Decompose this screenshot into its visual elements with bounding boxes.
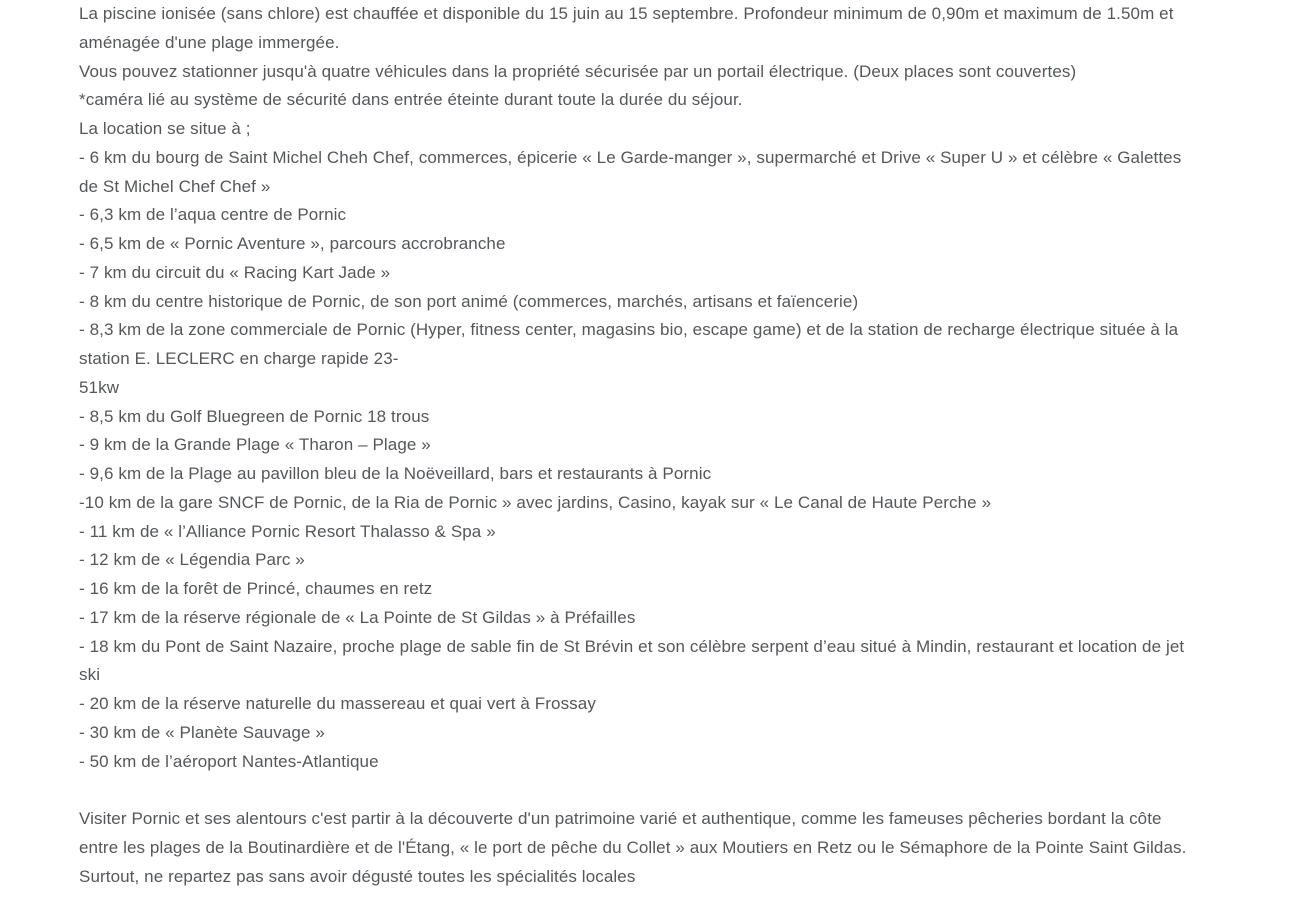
text-line: *caméra lié au système de sécurité dans entrée éteinte durant toute la durée du séjour. [79, 90, 743, 110]
text-line: -10 km de la gare SNCF de Pornic, de la Ria de Pornic » avec jardins, Casino, kayak sur « Le Canal de Haute Perche » [79, 492, 992, 512]
text-line: - 9 km de la Grande Plage « Tharon – Plage » [79, 435, 431, 455]
description-text-block [79, 0, 1205, 891]
blank-line [79, 776, 1205, 805]
text-line: - 11 km de « l’Alliance Pornic Resort Thalasso & Spa » [79, 521, 496, 541]
text-line: La location se situe à ; [79, 119, 251, 138]
text-line: Visiter Pornic et ses alentours c'est partir à la découverte d'un patrimoine varié et authentique, comme les fameuses pêcheries bordant la côte entre les plages de la Boutinardière et de l'Étang, « le port de pêche du Collet » aux Moutiers en Retz ou le Sémaphore de la Pointe Saint Gildas. Surtout, ne repartez pas sans avoir dégusté toutes les spécialités locales [79, 809, 1192, 886]
text-line: - 7 km du circuit du « Racing Kart Jade » [79, 262, 391, 282]
text-line: La piscine ionisée (sans chlore) est chauffée et disponible du 15 juin au 15 septembre. Profondeur minimum de 0,90m et maximum de 1.50m et aménagée d'une plage immergée. [79, 4, 1179, 52]
text-line: - 9,6 km de la Plage au pavillon bleu de la Noëveillard, bars et restaurants à Pornic [79, 464, 712, 483]
text-line: - 17 km de la réserve régionale de « La Pointe de St Gildas » à Préfailles [79, 607, 636, 627]
text-line: - 20 km de la réserve naturelle du massereau et quai vert à Frossay [79, 694, 596, 713]
text-line: - 8,3 km de la zone commerciale de Pornic (Hyper, fitness center, magasins bio, escape game) et de la station de recharge électrique située à la station E. LECLERC en charge rapide 23- [79, 320, 1184, 368]
text-line: - 6,5 km de « Pornic Aventure », parcours accrobranche [79, 234, 506, 253]
text-line: Vous pouvez stationner jusqu'à quatre véhicules dans la propriété sécurisée par un portail électrique. (Deux places sont couvertes) [79, 61, 1077, 81]
text-line: - 16 km de la forêt de Princé, chaumes en retz [79, 579, 433, 598]
text-line: - 8,5 km du Golf Bluegreen de Pornic 18 trous [79, 406, 430, 426]
text-line: - 8 km du centre historique de Pornic, de son port animé (commerces, marchés, artisans et faïencerie) [79, 291, 859, 311]
text-line: - 6,3 km de l’aqua centre de Pornic [79, 205, 347, 225]
text-line: - 18 km du Pont de Saint Nazaire, proche plage de sable fin de St Brévin et son célèbre serpent d’eau situé à Mindin, restaurant et location de jet ski [79, 636, 1190, 685]
text-line: 51kw [79, 377, 120, 397]
text-line: - 30 km de « Planète Sauvage » [79, 722, 325, 742]
text-line: - 12 km de « Légendia Parc » [79, 550, 305, 570]
text-line: - 50 km de l’aéroport Nantes-Atlantique [79, 751, 379, 771]
text-line: - 6 km du bourg de Saint Michel Cheh Chef, commerces, épicerie « Le Garde-manger », supermarché et Drive « Super U » et célèbre « Galettes de St Michel Chef Chef » [79, 147, 1187, 196]
